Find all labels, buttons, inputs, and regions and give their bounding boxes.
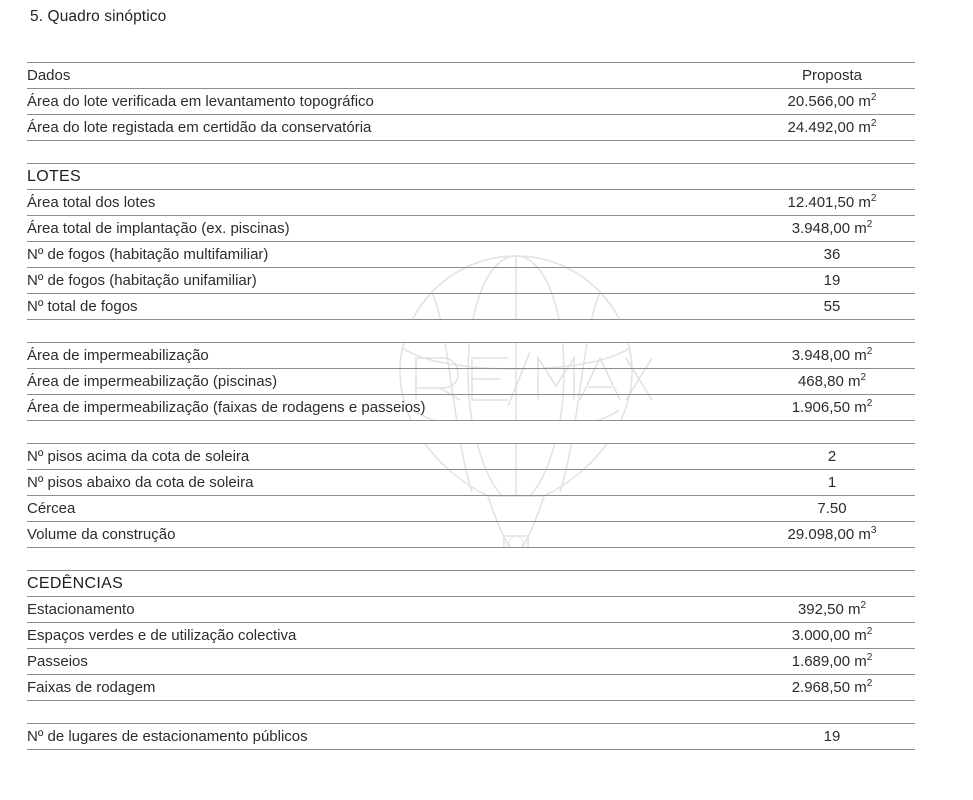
row-value: 19 [749,724,915,750]
table-row [27,242,915,268]
table-row [27,294,915,320]
row-label: Cércea [27,496,749,522]
row-value: 3.948,00 $m^2$ [749,343,915,369]
unit-exponent: 2 [866,346,873,357]
row-value: 2 [749,444,915,470]
table-row [27,522,915,548]
row-label: Nº de fogos (habitação multifamiliar) [27,242,749,268]
synoptic-table-wrapper [27,62,915,750]
row-label: Nº de lugares de estacionamento públicos [27,724,749,750]
table-row [27,89,915,115]
section-gap [27,320,915,343]
table-row [27,268,915,294]
section-gap-cell [27,701,915,724]
row-label: Área do lote verificada em levantamento topográfico [27,89,749,115]
row-value: 19 [749,268,915,294]
table-row [27,675,915,701]
row-label: Área de impermeabilização (faixas de rodagens e passeios) [27,395,749,421]
section-gap-cell [27,421,915,444]
section-gap-cell [27,141,915,164]
row-label: Área do lote registada em certidão da conservatória [27,115,749,141]
unit-exponent: 2 [866,219,873,230]
table-row [27,444,915,470]
unit-exponent: 2 [860,600,867,611]
table-row [27,597,915,623]
unit-exponent: 2 [866,678,873,689]
row-label: Nº de fogos (habitação unifamiliar) [27,268,749,294]
row-label: Espaços verdes e de utilização colectiva [27,623,749,649]
unit-exponent: 3 [870,525,877,536]
row-label: Volume da construção [27,522,749,548]
table-row [27,470,915,496]
table-row [27,190,915,216]
row-value [749,571,915,597]
row-label: Área total dos lotes [27,190,749,216]
row-label: LOTES [27,164,749,190]
row-label: Faixas de rodagem [27,675,749,701]
unit-exponent: 2 [860,372,867,383]
row-label: Estacionamento [27,597,749,623]
row-value: 24.492,00 $m^2$ [749,115,915,141]
row-label: Dados [27,63,749,89]
section-gap [27,141,915,164]
row-value: 3.000,00 $m^2$ [749,623,915,649]
table-row [27,216,915,242]
unit-exponent: 2 [866,652,873,663]
table-header-row [27,63,915,89]
row-value: 55 [749,294,915,320]
table-row [27,369,915,395]
row-value: 468,80 $m^2$ [749,369,915,395]
row-label: CEDÊNCIAS [27,571,749,597]
section-gap [27,548,915,571]
section-gap [27,421,915,444]
table-row [27,395,915,421]
section-gap-cell [27,320,915,343]
unit-exponent: 2 [866,626,873,637]
row-value: 20.566,00 $m^2$ [749,89,915,115]
row-value: 1 [749,470,915,496]
row-label: Área de impermeabilização (piscinas) [27,369,749,395]
table-row [27,496,915,522]
section-gap-cell [27,548,915,571]
row-label: Área de impermeabilização [27,343,749,369]
table-row [27,623,915,649]
unit-exponent: 2 [866,398,873,409]
table-row [27,649,915,675]
row-value: 2.968,50 $m^2$ [749,675,915,701]
row-label: Nº total de fogos [27,294,749,320]
table-row [27,724,915,750]
page-title: 5. Quadro sinóptico [30,8,167,25]
row-label: Área total de implantação (ex. piscinas) [27,216,749,242]
unit-exponent: 2 [870,92,877,103]
row-value: Proposta [749,63,915,89]
row-label: Passeios [27,649,749,675]
row-value: 7.50 [749,496,915,522]
row-value: 36 [749,242,915,268]
unit-exponent: 2 [870,193,877,204]
table-row [27,115,915,141]
row-value [749,164,915,190]
section-heading-row [27,571,915,597]
row-value: 1.689,00 $m^2$ [749,649,915,675]
row-value: 392,50 $m^2$ [749,597,915,623]
row-value: 12.401,50 $m^2$ [749,190,915,216]
row-value: 29.098,00 $m^3$ [749,522,915,548]
row-value: 3.948,00 $m^2$ [749,216,915,242]
section-heading-row [27,164,915,190]
row-label: Nº pisos abaixo da cota de soleira [27,470,749,496]
row-value: 1.906,50 $m^2$ [749,395,915,421]
unit-exponent: 2 [870,118,877,129]
synoptic-table [27,62,915,750]
section-gap [27,701,915,724]
table-row [27,343,915,369]
row-label: Nº pisos acima da cota de soleira [27,444,749,470]
